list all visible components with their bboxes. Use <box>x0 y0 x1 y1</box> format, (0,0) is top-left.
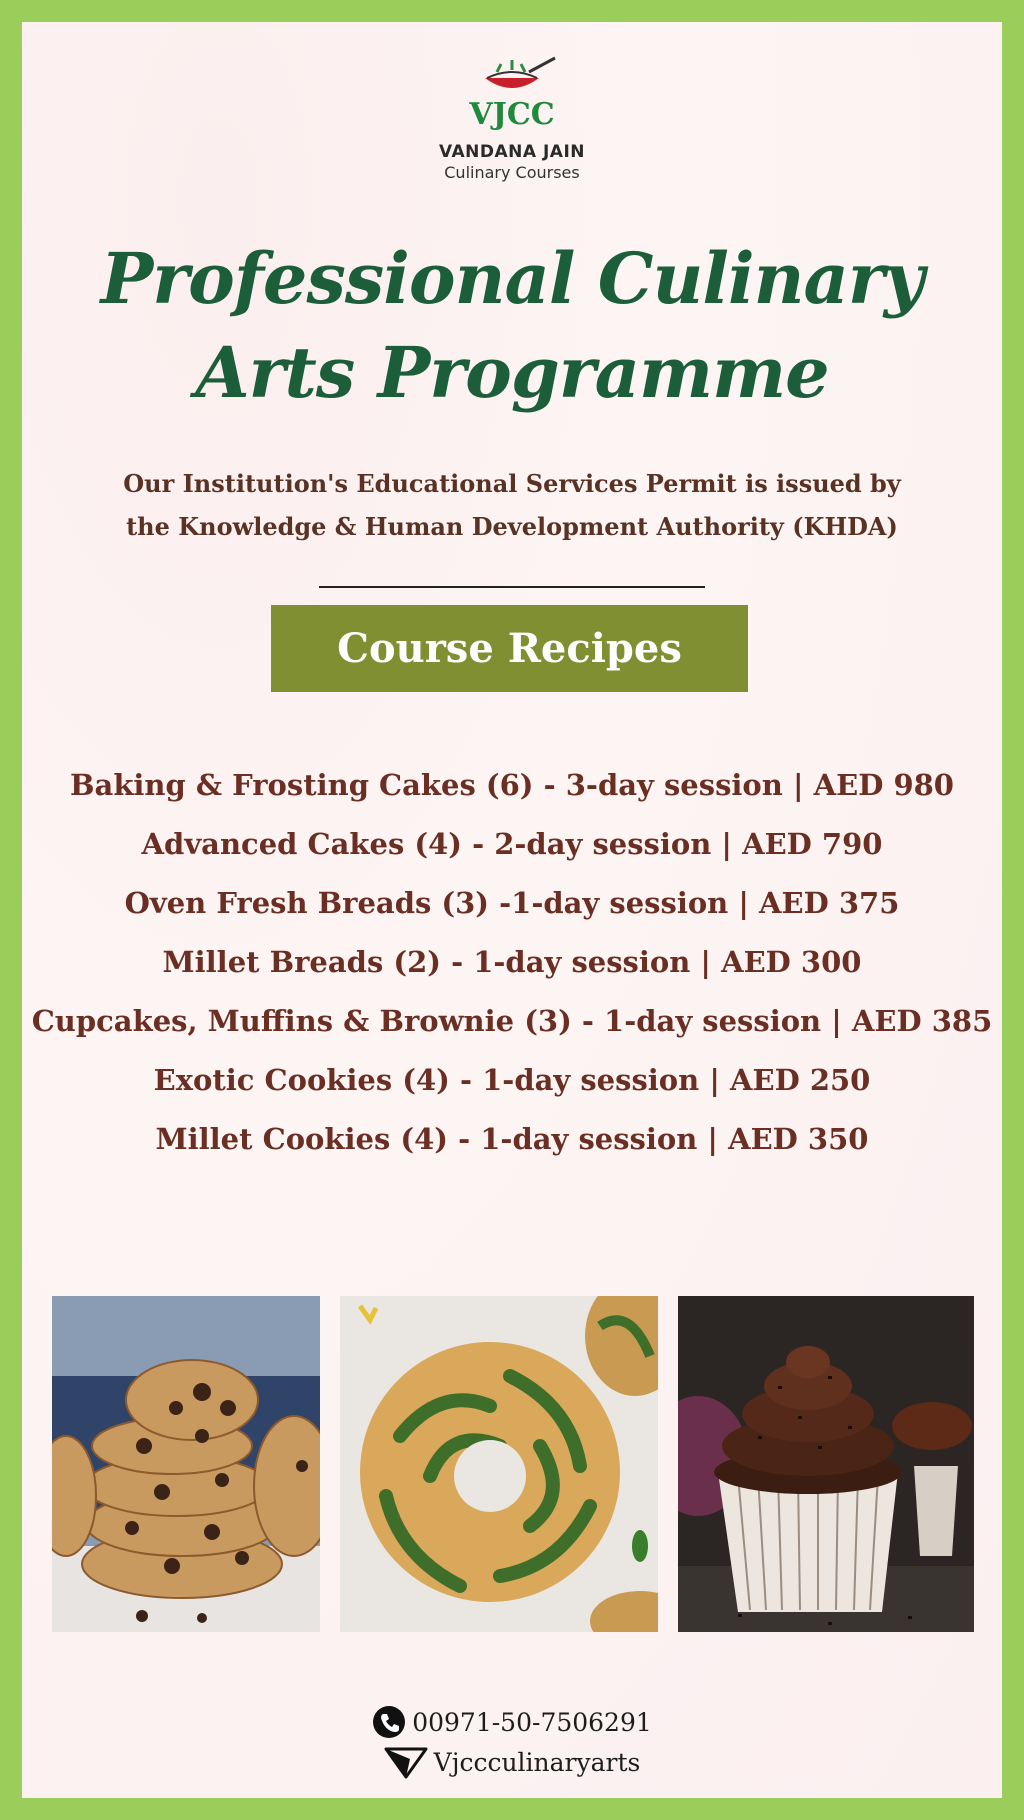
phone-icon <box>372 1705 406 1739</box>
permit-notice <box>82 462 942 548</box>
course-item: Oven Fresh Breads (3) -1-day session | AED 375 <box>124 886 900 920</box>
send-icon <box>384 1745 428 1779</box>
section-heading: Course Recipes <box>271 605 748 692</box>
course-item: Baking & Frosting Cakes (6) - 3-day session | AED 980 <box>70 768 954 802</box>
permit-line-2: the Knowledge & Human Development Authority (KHDA) <box>126 512 898 541</box>
course-item: Millet Cookies (4) - 1-day session | AED 350 <box>155 1122 869 1156</box>
contact-info <box>22 1702 1002 1782</box>
course-item: Advanced Cakes (4) - 2-day session | AED 790 <box>141 827 883 861</box>
phone-row[interactable] <box>22 1702 1002 1742</box>
wok-icon <box>457 50 567 136</box>
social-handle: Vjccculinaryarts <box>433 1747 641 1777</box>
flyer <box>22 22 1002 1798</box>
divider <box>319 586 705 588</box>
spinach-bread-photo <box>340 1296 658 1632</box>
page-title <box>22 232 1002 420</box>
title-line-2: Arts Programme <box>195 331 829 414</box>
course-list <box>22 756 1002 1169</box>
cookies-photo <box>52 1296 320 1632</box>
permit-line-1: Our Institution's Educational Services Permit is issued by <box>123 469 901 498</box>
phone-number: 00971-50-7506291 <box>412 1707 652 1737</box>
logo-name: VANDANA JAIN <box>439 142 585 162</box>
course-item: Exotic Cookies (4) - 1-day session | AED 250 <box>153 1063 871 1097</box>
course-item: Cupcakes, Muffins & Brownie (3) - 1-day session | AED 385 <box>31 1004 993 1038</box>
logo <box>22 50 1002 182</box>
course-item: Millet Breads (2) - 1-day session | AED 300 <box>162 945 862 979</box>
logo-mark: VJCC <box>469 97 555 132</box>
chocolate-cupcake-photo <box>678 1296 974 1632</box>
logo-subtitle: Culinary Courses <box>444 163 580 182</box>
social-row[interactable] <box>22 1742 1002 1782</box>
title-line-1: Professional Culinary <box>100 237 924 320</box>
